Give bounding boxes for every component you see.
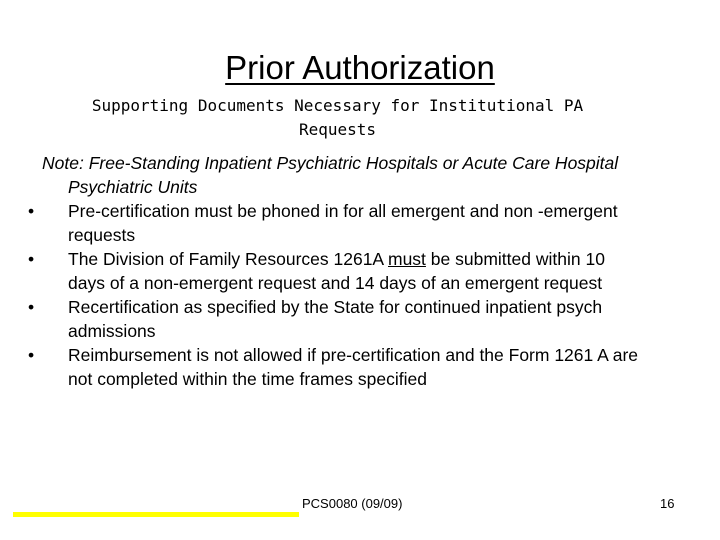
slide-body [28, 151, 642, 391]
bullet-item [28, 199, 642, 247]
bullet-icon: • [28, 345, 35, 365]
bullet-item [28, 343, 642, 391]
bullet-text: Reimbursement is not allowed if pre-certification and the Form 1261 A are not completed within the time frames specified [68, 345, 639, 389]
slide-title: Prior Authorization [225, 49, 495, 86]
bullet-text-after: be submitted within 10 days of a non-emergent request and 14 days of an emergent request [68, 249, 605, 293]
page-number: 16 [660, 496, 675, 511]
bullet-text: Recertification as specified by the State for continued inpatient psych admissions [68, 297, 603, 341]
footer-accent-line [13, 512, 299, 517]
bullet-emphasis: must [388, 249, 426, 269]
bullet-item [28, 247, 642, 295]
bullet-text-before: The Division of Family Resources 1261A [68, 249, 388, 269]
bullet-icon: • [28, 201, 35, 221]
bullet-icon: • [28, 249, 35, 269]
bullet-icon: • [28, 297, 35, 317]
bullet-list [28, 199, 642, 391]
note-text: Note: Free-Standing Inpatient Psychiatric Hospitals or Acute Care Hospital Psychiatric Units [42, 153, 619, 197]
bullet-text: Pre-certification must be phoned in for all emergent and non -emergent requests [68, 201, 618, 245]
slide-subtitle: Supporting Documents Necessary for Institutional PA Requests [91, 96, 584, 139]
footer-code: PCS0080 (09/09) [302, 496, 403, 511]
bullet-item [28, 295, 642, 343]
